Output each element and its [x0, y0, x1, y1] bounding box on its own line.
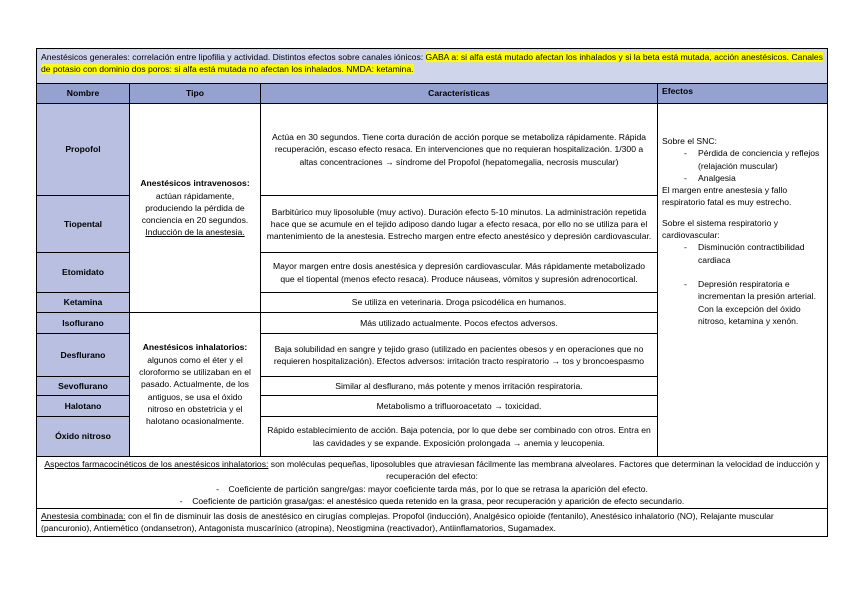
row-characteristics: Rápido establecimiento de acción. Baja potencia, por lo que debe ser combinado con otros. Entra en las cavidades y se expande. Exposición prolongada → anemia y leucopenia.	[261, 417, 658, 457]
efectos-resp-item: - Disminución contractibilidad cardiaca	[684, 241, 823, 266]
tipo-iv-title: Anestésicos intravenosos:	[140, 178, 250, 189]
tipo-iv-link: Inducción de la anestesia.	[145, 227, 245, 238]
intro-highlight: GABA a: si alfa está mutado afectan los inhalados y si la beta está mutada, acción anestésicos. Canales de potasio con dominio dos poros: si alfa está mutada no afectan los inhalados. NMDA: ketamina.	[41, 52, 823, 75]
efectos-snc-item: - Analgesia	[684, 172, 823, 184]
efectos-snc-list	[662, 147, 823, 184]
row-name: Isoflurano	[37, 313, 130, 334]
row-name: Sevoflurano	[37, 377, 130, 396]
tipo-inh-text: algunos como el éter y el cloroformo se utilizaban en el pasado. Actualmente, de los antiguos, se usa el óxido nitroso en obstetricia y el halotano ocasionalmente.	[139, 354, 251, 427]
header-tipo: Tipo	[130, 84, 261, 104]
row-name: Ketamina	[37, 293, 130, 313]
intro-cell	[37, 49, 828, 84]
row-characteristics: Baja solubilidad en sangre y tejido graso (utilizado en pacientes obesos y en operaciones que no requieren hospitalización). Efectos adversos: irritación tracto respiratorio → tos y broncoespasmo	[261, 334, 658, 377]
efectos-resp-item: - Depresión respiratoria e incrementan la presión arterial. Con la excepción del óxido nitroso, ketamina y xenón.	[684, 278, 823, 327]
efectos-snc-title: Sobre el SNC:	[662, 136, 717, 146]
farmaco-text: son moléculas pequeñas, liposolubles que atraviesan fácilmente las membrana alveolares. Factores que determinan la velocidad de inducción y recuperación del efecto:	[270, 459, 820, 482]
efectos-cell	[658, 104, 828, 457]
row-characteristics: Barbitúrico muy liposoluble (muy activo). Duración efecto 5-10 minutos. La administración repetida hace que se acumule en el tejido adiposo dando lugar a efecto resaca, por ello no se utiliza para el mantenimiento de la anestesia. Estrecho margen entre efecto anestésico y depresión cardiovascular.	[261, 196, 658, 253]
intro-text: Anestésicos generales: correlación entre lipofilia y actividad. Distintos efectos sobre canales iónicos:	[41, 52, 426, 62]
header-nombre: Nombre	[37, 84, 130, 104]
combinada-title: Anestesia combinada:	[41, 511, 126, 522]
row-name: Propofol	[37, 104, 130, 196]
page	[36, 48, 827, 537]
combinada-text: con el fin de disminuir las dosis de anestésico en cirugías complejas. Propofol (inducción), Analgésico opioide (fentanilo), Anestésico inhalatorio (NO), Relajante muscular (pancuronio), Antiemético (ondansetron), Antagonista muscarínico (atropina), Neostigmina (reactivador), Antiinflamatorios, Sugamadex.	[41, 511, 774, 534]
tipo-intravenosos	[130, 104, 261, 313]
row-name: Tiopental	[37, 196, 130, 253]
farmaco-item: - Coeficiente de partición sangre/gas: mayor coeficiente tarda más, por lo que se retrasa la aparición del efecto.	[216, 483, 648, 494]
farmaco-title: Aspectos farmacocinéticos de los anestésicos inhalatorios:	[44, 459, 269, 469]
tipo-inhalatorios	[130, 313, 261, 457]
farmaco-item: - Coeficiente de partición grasa/gas: el anestésico queda retenido en la grasa, peor recuperación y aparición de efecto secundario.	[179, 495, 685, 506]
anesthetics-table	[36, 48, 828, 537]
combinada-cell	[37, 509, 828, 537]
tipo-iv-text: actúan rápidamente, produciendo la pérdida de conciencia en 20 segundos.	[141, 190, 249, 226]
farmacocinetica-cell	[37, 457, 828, 509]
row-name: Halotano	[37, 396, 130, 417]
row-name: Desflurano	[37, 334, 130, 377]
efectos-resp-title: Sobre el sistema respiratorio y cardiovascular:	[662, 217, 779, 241]
header-caracteristicas: Características	[261, 84, 658, 104]
row-characteristics: Más utilizado actualmente. Pocos efectos adversos.	[261, 313, 658, 334]
row-name: Óxido nitroso	[37, 417, 130, 457]
row-characteristics: Se utiliza en veterinaria. Droga psicodélica en humanos.	[261, 293, 658, 313]
row-characteristics: Metabolismo a trifluoroacetato → toxicidad.	[261, 396, 658, 417]
efectos-snc-note: El margen entre anestesia y fallo respiratorio fatal es muy estrecho.	[662, 185, 792, 208]
header-efectos: Efectos	[658, 84, 828, 104]
row-characteristics: Actúa en 30 segundos. Tiene corta duración de acción porque se metaboliza rápidamente. Rápida recuperación, escaso efecto resaca. En intervenciones que no requieran hospitalización. 1/300 a altas concentraciones → síndrome del Propofol (hepatomegalia, necrosis muscular)	[261, 104, 658, 196]
row-name: Etomidato	[37, 253, 130, 293]
row-characteristics: Mayor margen entre dosis anestésica y depresión cardiovascular. Más rápidamente metabolizado que el tiopental (menos efecto resaca). Produce náuseas, vómitos y supresión adrenocortical.	[261, 253, 658, 293]
efectos-snc-item: - Pérdida de conciencia y reflejos (relajación muscular)	[684, 147, 823, 172]
efectos-resp-list	[662, 241, 823, 327]
row-characteristics: Similar al desflurano, más potente y menos irritación respiratoria.	[261, 377, 658, 396]
tipo-inh-title: Anestésicos inhalatorios:	[142, 342, 248, 353]
